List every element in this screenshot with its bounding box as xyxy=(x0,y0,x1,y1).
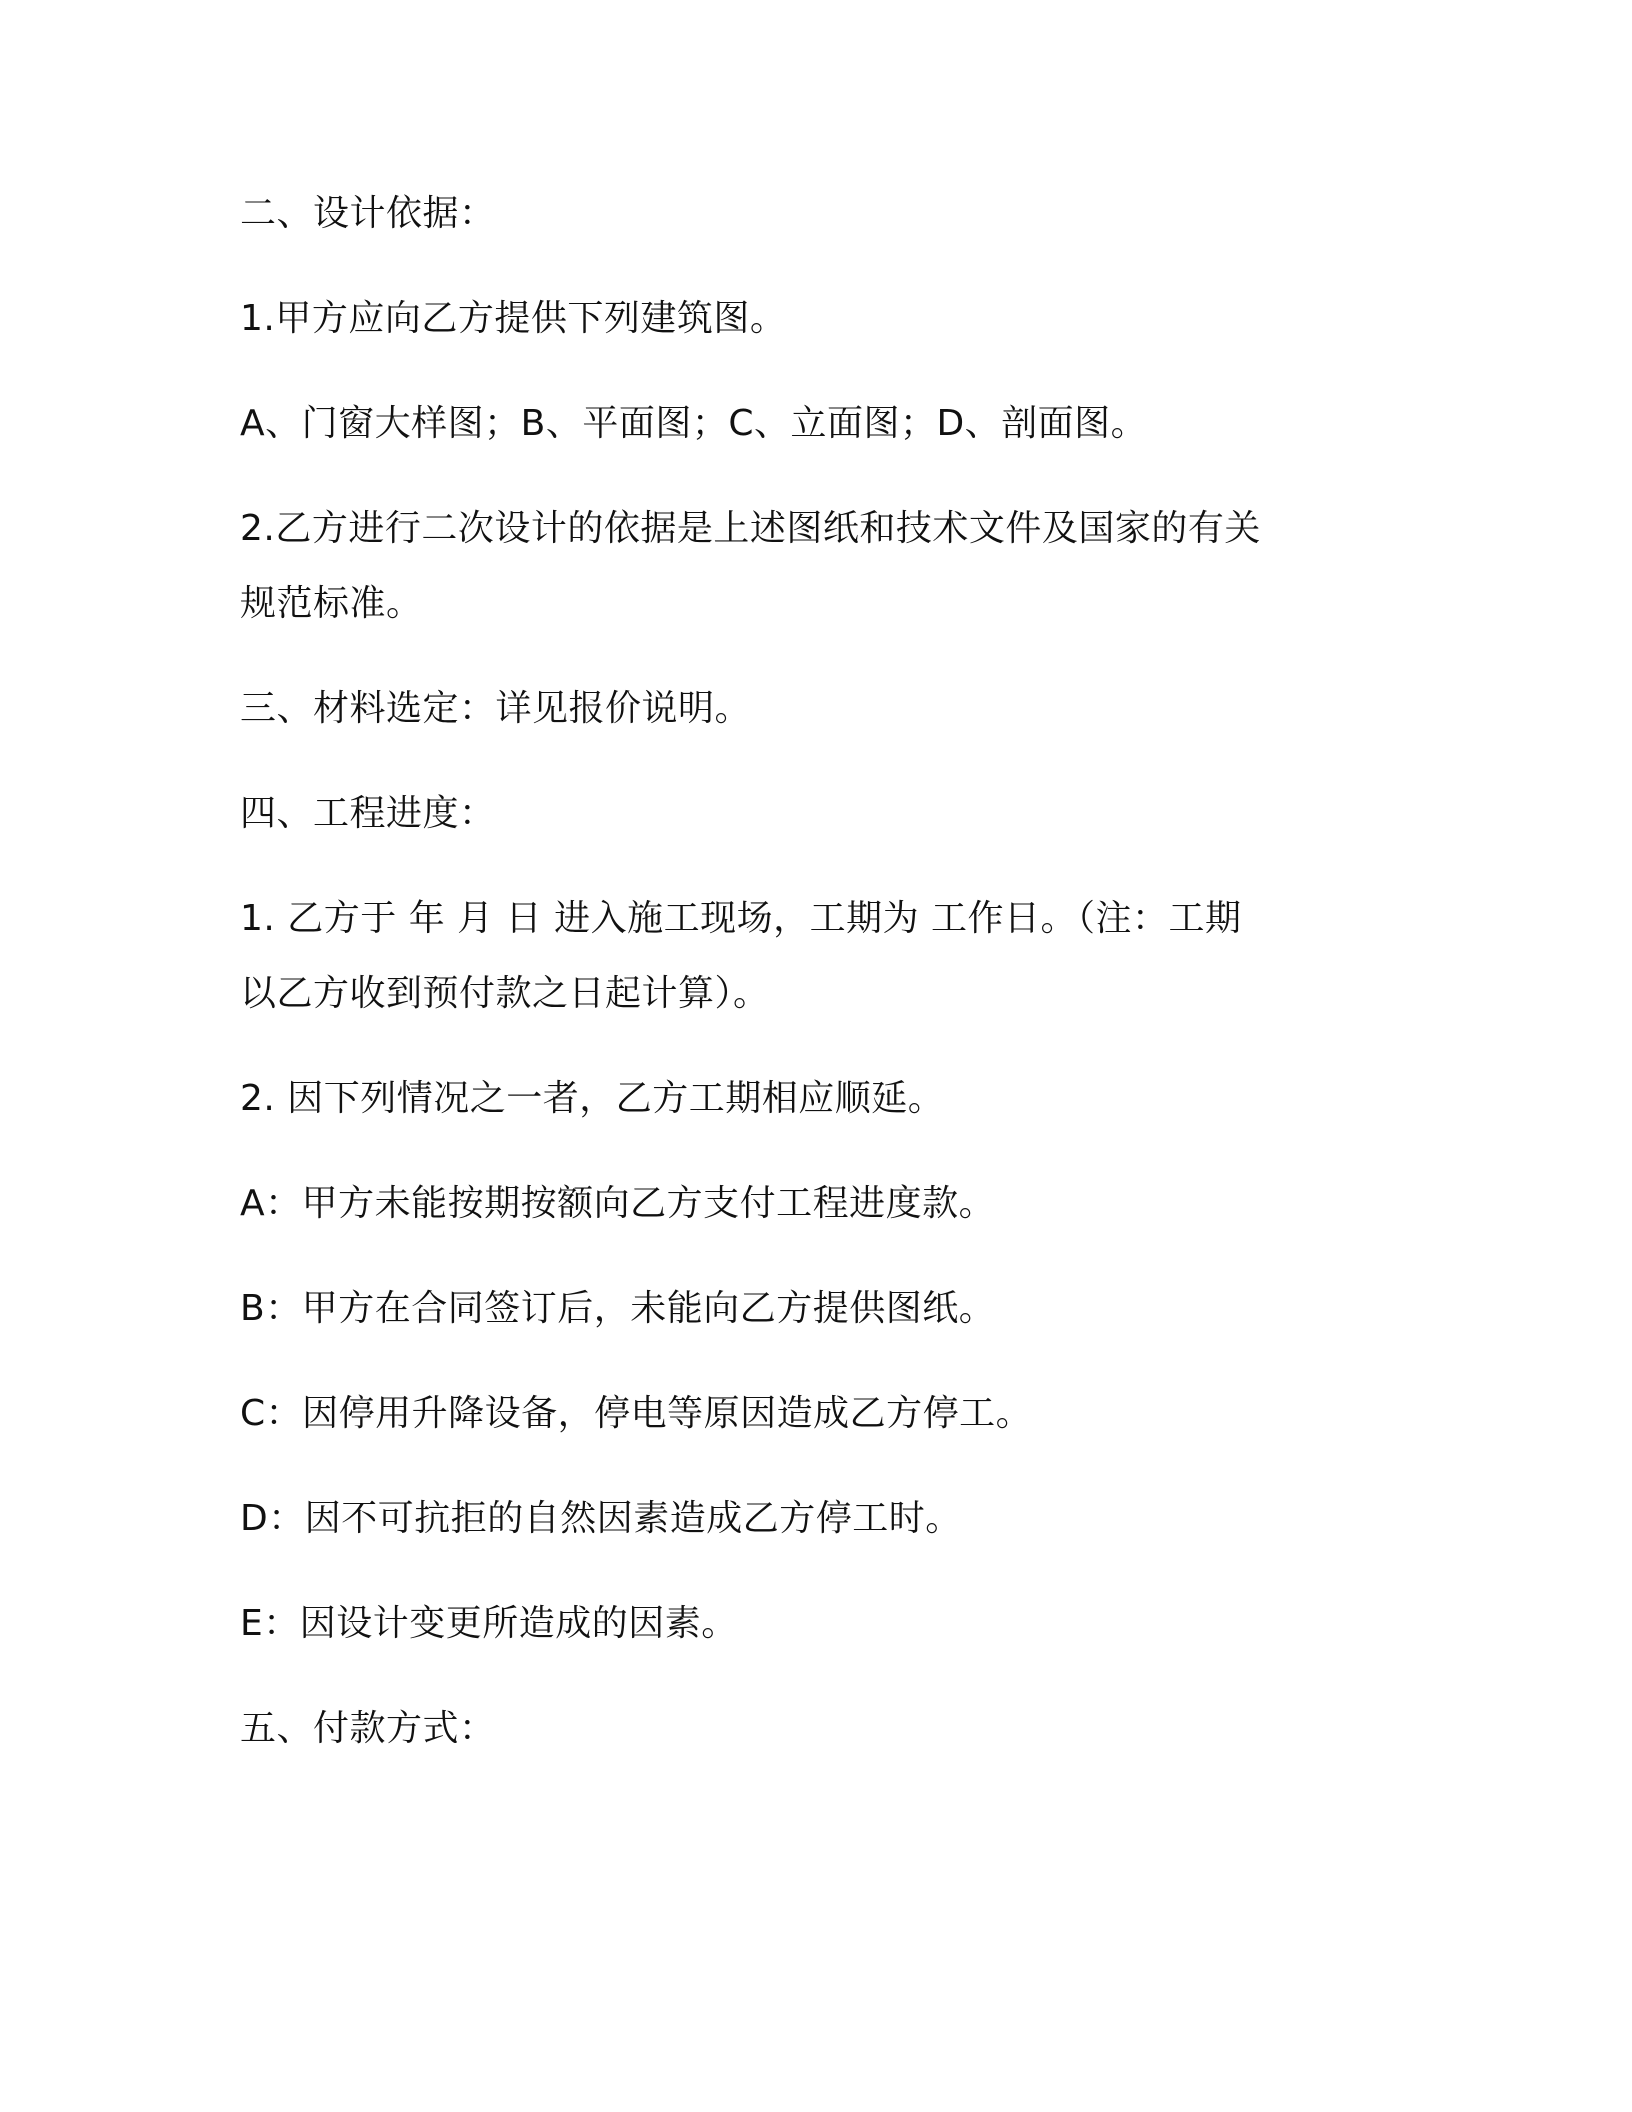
list-item-c: C：因停用升降设备，停电等原因造成乙方停工。 xyxy=(240,1393,1033,1434)
section-heading-schedule: 四、工程进度： xyxy=(240,793,496,834)
paragraph-schedule-1-continued: 以乙方收到预付款之日起计算）。 xyxy=(240,973,770,1014)
section-heading-materials: 三、材料选定：详见报价说明。 xyxy=(240,688,752,729)
paragraph-schedule-1: 1. 乙方于 年 月 日 进入施工现场，工期为 工作日。（注：工期 xyxy=(240,898,1242,939)
paragraph-design-basis-2: 2.乙方进行二次设计的依据是上述图纸和技术文件及国家的有关 xyxy=(240,508,1261,549)
section-heading-design-basis: 二、设计依据： xyxy=(240,193,496,234)
list-item-e: E：因设计变更所造成的因素。 xyxy=(240,1603,738,1644)
list-item-a: A：甲方未能按期按额向乙方支付工程进度款。 xyxy=(240,1183,996,1224)
paragraph-schedule-2: 2. 因下列情况之一者，乙方工期相应顺延。 xyxy=(240,1078,945,1119)
paragraph-drawing-list: A、门窗大样图；B、平面图；C、立面图；D、剖面图。 xyxy=(240,403,1148,444)
section-heading-payment: 五、付款方式： xyxy=(240,1708,496,1749)
paragraph-design-basis-1: 1.甲方应向乙方提供下列建筑图。 xyxy=(240,298,787,339)
list-item-d: D：因不可抗拒的自然因素造成乙方停工时。 xyxy=(240,1498,962,1539)
paragraph-design-basis-2-continued: 规范标准。 xyxy=(240,583,423,624)
list-item-b: B：甲方在合同签订后，未能向乙方提供图纸。 xyxy=(240,1288,996,1329)
